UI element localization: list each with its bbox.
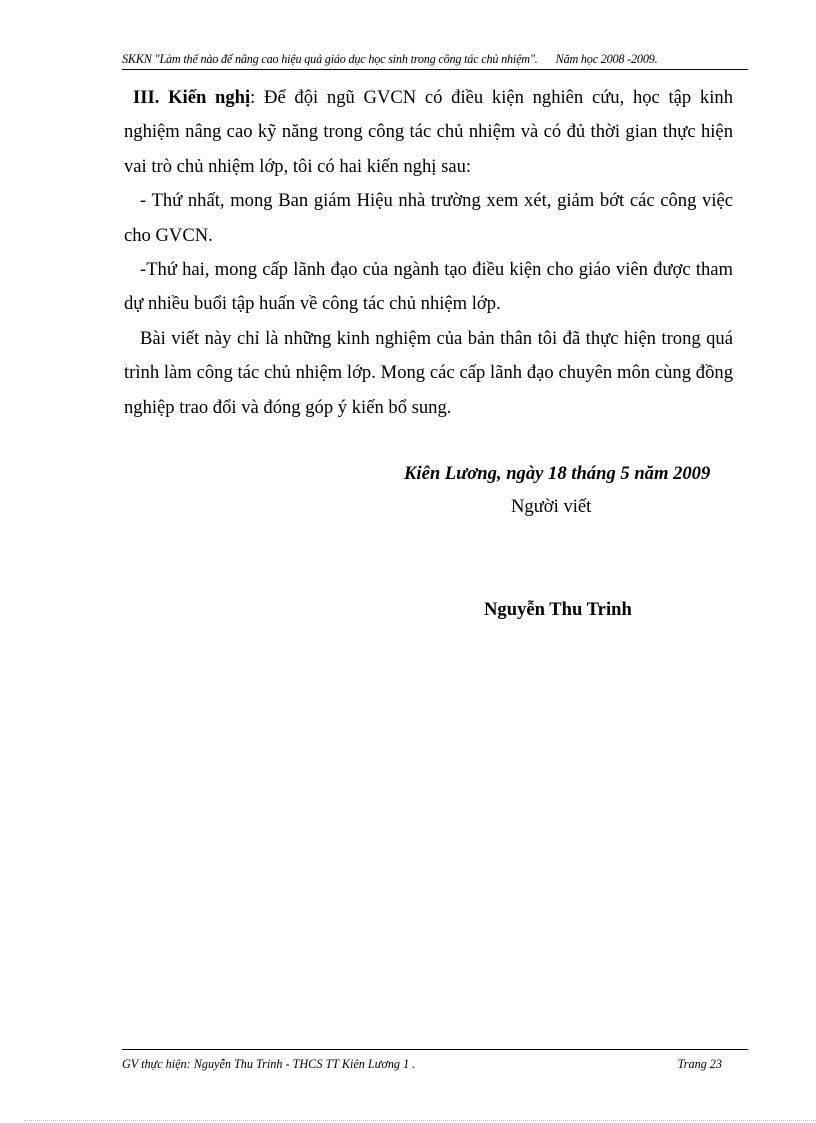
document-body	[124, 81, 733, 425]
recommendations-paragraph	[124, 81, 733, 184]
section-heading: III. Kiến nghị	[133, 87, 251, 108]
signature-role: Người viết	[511, 496, 592, 517]
closing-paragraph: Bài viết này chỉ là những kinh nghiệm của bản thân tôi đã thực hiện trong quá trình làm công tác chủ nhiệm lớp. Mong các cấp lãnh đạo chuyên môn cùng đồng nghiệp trao đổi và đóng góp ý kiến bổ sung.	[124, 327, 733, 418]
page-number: Trang 23	[677, 1057, 722, 1071]
header-title: SKKN "Làm thế nào để nâng cao hiệu quả giáo dục học sinh trong công tác chủ nhiệm".	[122, 52, 538, 66]
recommendation-2: -Thứ hai, mong cấp lãnh đạo của ngành tạo điều kiện cho giáo viên được tham dự nhiều buổi tập huấn về công tác chủ nhiệm lớp.	[124, 259, 733, 315]
page-footer	[122, 1049, 748, 1072]
header-school-year: Năm học 2008 -2009.	[555, 52, 658, 66]
section-intro: : Để đội ngũ GVCN có điều kiện nghiên cứu, học tập kinh nghiệm nâng cao kỹ năng trong công tác chủ nhiệm và có đủ thời gian thực hiện vai trò chủ nhiệm lớp, tôi có hai kiến nghị sau:	[124, 87, 733, 177]
page-edge-divider	[24, 1120, 816, 1121]
recommendation-1: - Thứ nhất, mong Ban giám Hiệu nhà trường xem xét, giảm bớt các công việc cho GVCN.	[124, 190, 733, 246]
signature-name: Nguyễn Thu Trinh	[484, 599, 632, 620]
page-header	[122, 51, 748, 70]
footer-author: GV thực hiện: Nguyễn Thu Trinh - THCS TT Kiên Lương 1 .	[122, 1057, 416, 1071]
signature-place-date: Kiên Lương, ngày 18 tháng 5 năm 2009	[404, 463, 711, 484]
